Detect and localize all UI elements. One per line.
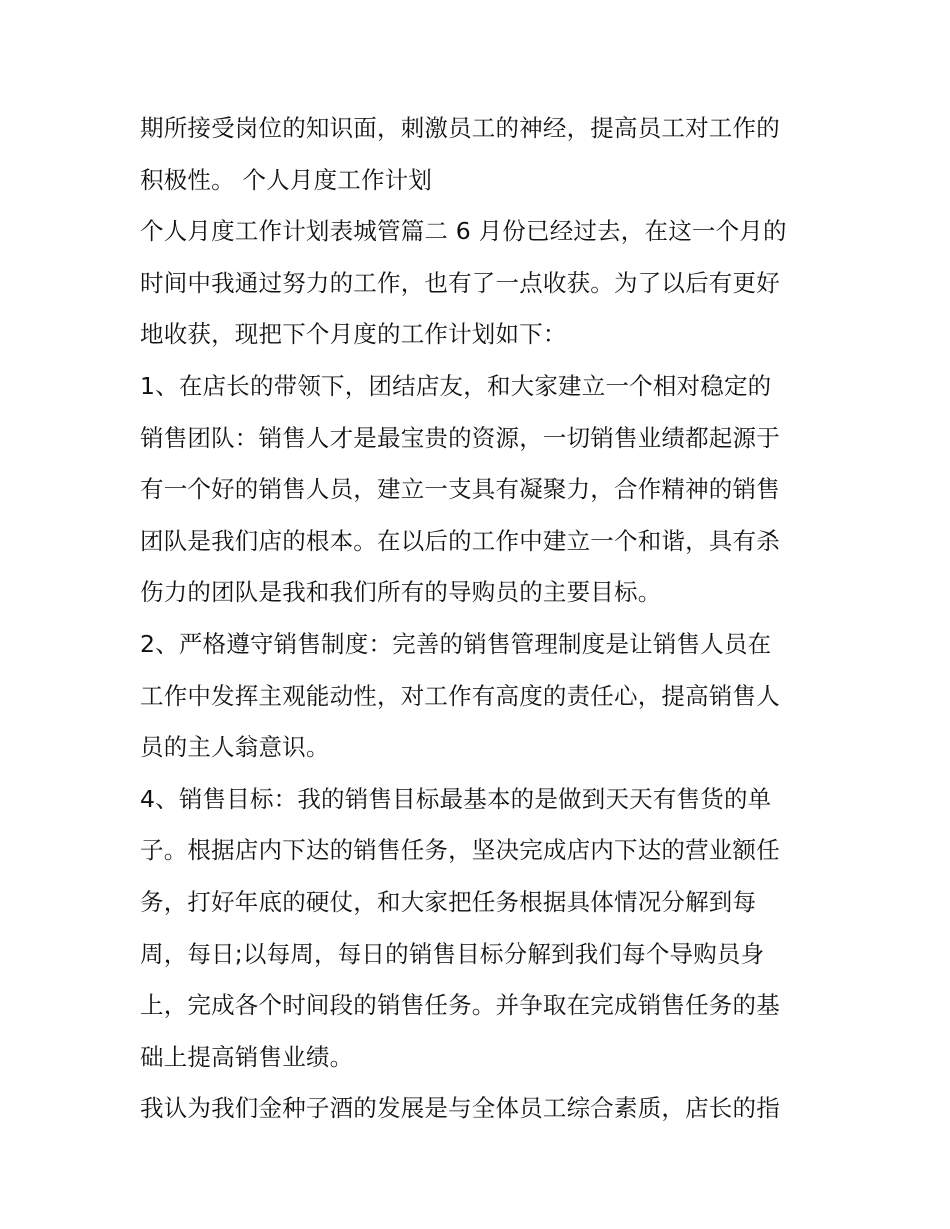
text-line: 周，每日;以每周，每日的销售目标分解到我们每个导购员身 bbox=[140, 939, 765, 968]
text-line: 时间中我通过努力的工作，也有了一点收获。为了以后有更好 bbox=[140, 268, 780, 297]
text-line: 工作中发挥主观能动性，对工作有高度的责任心，提高销售人 bbox=[140, 681, 780, 710]
text-line: 伤力的团队是我和我们所有的导购员的主要目标。 bbox=[140, 578, 662, 607]
text-line: 个人月度工作计划表城管篇二 6 月份已经过去，在这一个月的 bbox=[140, 217, 787, 246]
text-line: 团队是我们店的根本。在以后的工作中建立一个和谐，具有杀 bbox=[140, 526, 780, 555]
text-line: 务，打好年底的硬仗，和大家把任务根据具体情况分解到每 bbox=[140, 887, 757, 916]
text-line: 地收获，现把下个月度的工作计划如下： bbox=[140, 320, 567, 349]
text-line: 我认为我们金种子酒的发展是与全体员工综合素质，店长的指 bbox=[140, 1094, 780, 1123]
document-body bbox=[140, 103, 820, 1135]
text-line: 期所接受岗位的知识面，刺激员工的神经，提高员工对工作的 bbox=[140, 114, 780, 142]
text-line: 4、销售目标：我的销售目标最基本的是做到天天有售货的单 bbox=[140, 784, 772, 813]
text-line: 积极性。 个人月度工作计划 bbox=[140, 165, 433, 194]
text-line: 销售团队：销售人才是最宝贵的资源，一切销售业绩都起源于 bbox=[140, 423, 780, 452]
text-line: 子。根据店内下达的销售任务，坚决完成店内下达的营业额任 bbox=[140, 836, 780, 865]
text-line: 础上提高销售业绩。 bbox=[140, 1042, 354, 1071]
text-line: 上，完成各个时间段的销售任务。并争取在完成销售任务的基 bbox=[140, 991, 780, 1020]
text-line: 员的主人翁意识。 bbox=[140, 733, 330, 762]
text-line: 有一个好的销售人员，建立一支具有凝聚力，合作精神的销售 bbox=[140, 475, 780, 504]
text-line: 1、在店长的带领下，团结店友，和大家建立一个相对稳定的 bbox=[140, 371, 772, 400]
text-line: 2、严格遵守销售制度：完善的销售管理制度是让销售人员在 bbox=[140, 629, 772, 658]
